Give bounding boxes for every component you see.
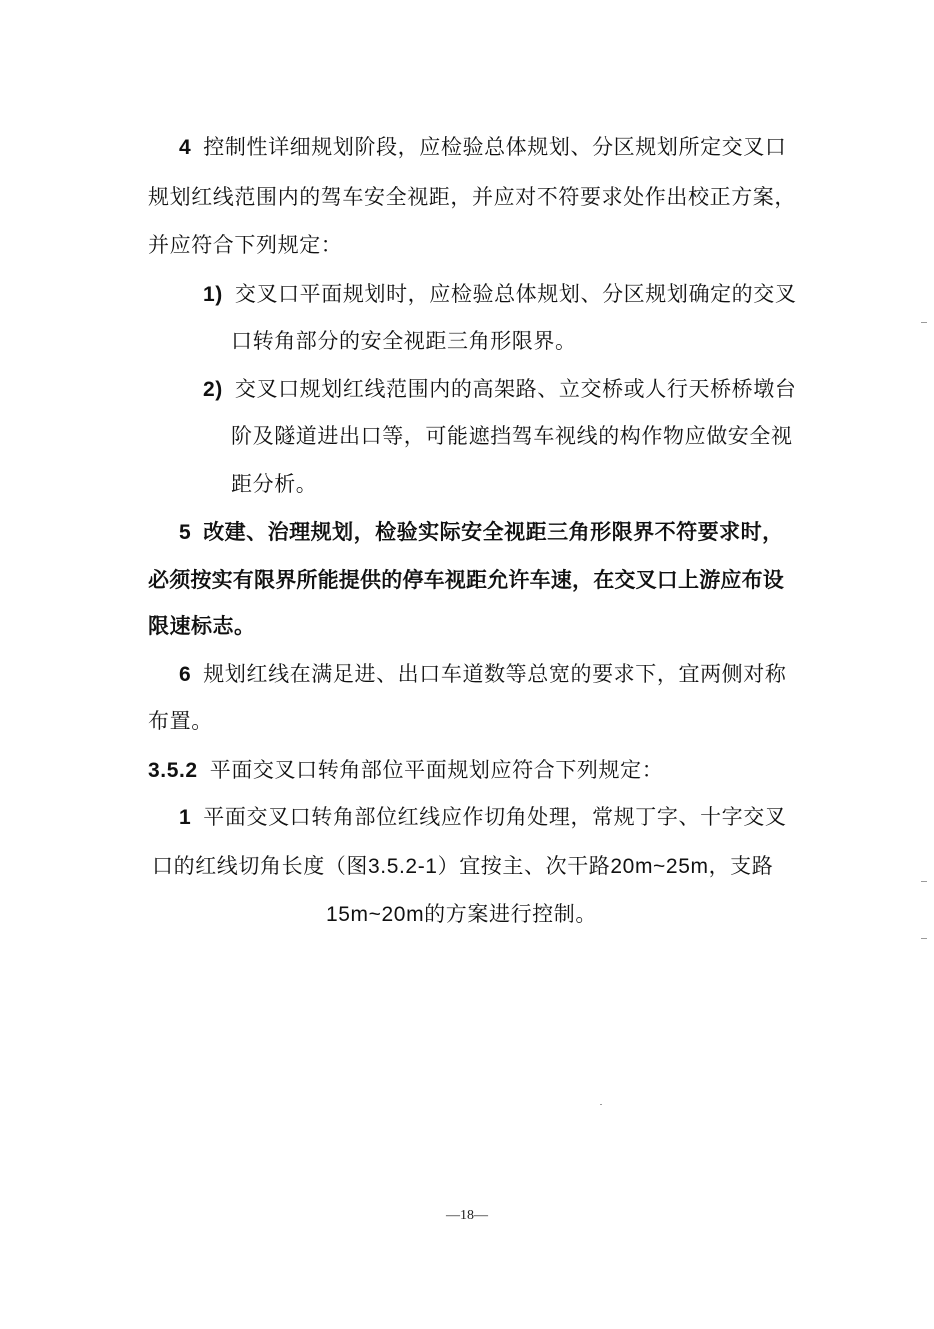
clause-1-text-1: 平面交叉口转角部位红线应作切角处理，常规丁字、十字交叉 — [203, 805, 787, 829]
item-1-line-1 — [203, 279, 796, 310]
clause-5-line-1 — [179, 518, 784, 548]
main-road-length: 20m~25m — [610, 855, 709, 878]
section-text: 平面交叉口转角部位平面规划应符合下列规定： — [209, 758, 664, 782]
item-2-text-1: 交叉口规划红线范围内的高架路、立交桥或人行天桥桥墩台 — [234, 377, 797, 401]
figure-reference: 3.5.2-1 — [368, 855, 438, 878]
clause-1-text-3: 的方案进行控制。 — [424, 902, 597, 926]
page-number: —18— — [446, 1208, 488, 1223]
item-2-line-2: 阶及隧道进出口等，可能遮挡驾车视线的构作物应做安全视 — [231, 424, 793, 448]
clause-5-number: 5 — [179, 521, 192, 544]
clause-1-line-3 — [326, 899, 597, 930]
clause-6-text-1: 规划红线在满足进、出口车道数等总宽的要求下，宜两侧对称 — [203, 662, 787, 686]
clause-1-text-2b: ）宜按主、次干路 — [437, 854, 611, 878]
item-2-line-3: 距分析。 — [231, 472, 318, 496]
clause-1-text-2c: ，支路 — [708, 854, 774, 878]
clause-6-line-2: 布置。 — [148, 709, 213, 733]
clause-4-line-1 — [179, 132, 786, 163]
scan-speck — [921, 881, 927, 882]
item-1-text-1: 交叉口平面规划时，应检验总体规划、分区规划确定的交叉 — [234, 282, 797, 306]
clause-5-line-2: 必须按实有限界所能提供的停车视距允许车速，在交叉口上游应布设 — [148, 569, 784, 592]
item-1-line-2: 口转角部分的安全视距三角形限界。 — [231, 329, 577, 353]
clause-4-line-2: 规划红线范围内的驾车安全视距，并应对不符要求处作出校正方案， — [148, 185, 796, 209]
clause-1-text-2a: 口的红线切角长度（图 — [152, 854, 368, 878]
section-number: 3.5.2 — [148, 759, 198, 782]
clause-5-line-3: 限速标志。 — [148, 615, 256, 638]
scan-speck — [921, 938, 927, 939]
clause-1-line-1 — [179, 802, 786, 833]
section-heading — [148, 755, 663, 786]
scan-speck — [600, 1104, 602, 1105]
clause-5-text-1: 改建、治理规划，检验实际安全视距三角形限界不符要求时， — [203, 521, 784, 544]
clause-4-text-1: 控制性详细规划阶段，应检验总体规划、分区规划所定交叉口 — [203, 135, 787, 159]
clause-6-line-1 — [179, 659, 786, 690]
clause-1-line-2 — [152, 851, 773, 882]
clause-1-number: 1 — [179, 806, 192, 829]
item-1-number: 1) — [203, 283, 223, 306]
branch-road-length: 15m~20m — [326, 903, 425, 926]
clause-4-number: 4 — [179, 136, 192, 159]
clause-4-line-3: 并应符合下列规定： — [148, 233, 343, 257]
scan-speck — [921, 322, 927, 323]
item-2-number: 2) — [203, 378, 223, 401]
item-2-line-1 — [203, 374, 796, 405]
clause-6-number: 6 — [179, 663, 192, 686]
